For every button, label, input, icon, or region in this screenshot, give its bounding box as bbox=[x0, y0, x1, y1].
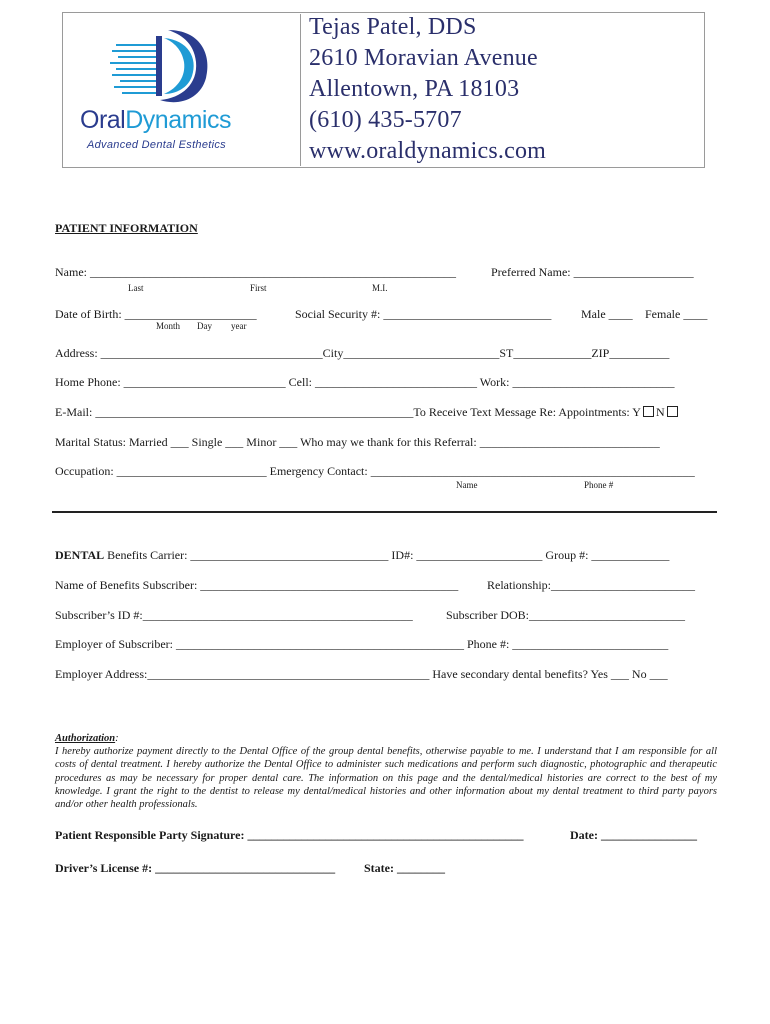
name-field[interactable]: Name: _____________________________________________________________ bbox=[55, 265, 456, 279]
dental-carrier-field[interactable] bbox=[55, 548, 669, 563]
logo-tagline: Advanced Dental Esthetics bbox=[87, 139, 226, 151]
authorization-text: I hereby authorize payment directly to the Dental Office of the group dental benefits, otherwise payable to me. I understand that I am responsible for all costs of dental treatment. I hereby authorize the Dental Office to administer such medications and perform such diagnostic, photographic and therapeutic procedures as may be necessary for proper dental care. The information on this page and the dental/medical histories are correct to the best of my knowledge. I grant the right to the dentist to release my dental/medical histories and other information about my dental treatment to third party payors and/or other health professionals. bbox=[55, 746, 717, 811]
emergency-name-label: Name bbox=[456, 480, 478, 490]
state-field[interactable]: State: ________ bbox=[364, 861, 445, 875]
text-no-checkbox[interactable] bbox=[667, 406, 678, 417]
dental-label: DENTAL bbox=[55, 548, 105, 562]
drivers-license-field[interactable]: Driver’s License #: ______________________________ bbox=[55, 861, 336, 875]
subscriber-id-field[interactable]: Subscriber’s ID #:_____________________________________________ bbox=[55, 608, 413, 622]
dob-year-label: year bbox=[231, 321, 247, 331]
dental-carrier-line: Benefits Carrier: _________________________________ ID#: _____________________ Group #: _____________ bbox=[104, 548, 670, 562]
phones-field[interactable]: Home Phone: ___________________________ Cell: ___________________________ Work: ___________________________ bbox=[55, 375, 675, 389]
occupation-field[interactable]: Occupation: _________________________ Emergency Contact: ______________________________________________________ bbox=[55, 464, 695, 478]
preferred-name-field[interactable]: Preferred Name: ____________________ bbox=[491, 265, 694, 279]
dob-day-label: Day bbox=[197, 321, 212, 331]
signature-field[interactable]: Patient Responsible Party Signature: ______________________________________________ bbox=[55, 828, 524, 842]
authorization-title-colon: : bbox=[115, 733, 119, 744]
oral-dynamics-logo-icon bbox=[108, 24, 218, 108]
dob-month-label: Month bbox=[156, 321, 181, 331]
city-state-zip: Allentown, PA 18103 bbox=[309, 76, 520, 102]
dob-field[interactable]: Date of Birth: ______________________ bbox=[55, 307, 257, 321]
phone-number: (610) 435-5707 bbox=[309, 107, 462, 133]
logo-word-oral: Oral bbox=[80, 106, 126, 134]
name-mi-label: M.I. bbox=[372, 283, 388, 293]
subscriber-dob-field[interactable]: Subscriber DOB:__________________________ bbox=[446, 608, 685, 622]
marital-status-field[interactable]: Marital Status: Married ___ Single ___ Minor ___ Who may we thank for this Referral: ______________________________ bbox=[55, 435, 660, 449]
text-yes-checkbox[interactable] bbox=[643, 406, 654, 417]
authorization-title: Authorization bbox=[55, 733, 116, 744]
logo-wordmark bbox=[80, 106, 231, 135]
logo-word-dynamics: Dynamics bbox=[125, 106, 231, 134]
name-first-label: First bbox=[250, 283, 267, 293]
male-option[interactable]: Male ____ bbox=[581, 307, 633, 321]
relationship-field[interactable]: Relationship:________________________ bbox=[487, 578, 695, 592]
emergency-phone-label: Phone # bbox=[584, 480, 614, 490]
website-url[interactable]: www.oraldynamics.com bbox=[309, 138, 547, 164]
section-divider bbox=[52, 511, 717, 513]
ssn-field[interactable]: Social Security #: ____________________________ bbox=[295, 307, 552, 321]
email-line: E-Mail: _____________________________________________________To Receive Text Message Re: Appointments: Y bbox=[55, 405, 641, 419]
employer-address-field[interactable]: Employer Address:_______________________________________________ Have secondary dental benefits? Yes ___ No ___ bbox=[55, 667, 668, 681]
doctor-name: Tejas Patel, DDS bbox=[309, 14, 477, 40]
authorization-block bbox=[55, 732, 717, 811]
address-field[interactable]: Address: _____________________________________City__________________________ST_____________ZIP__________ bbox=[55, 346, 670, 360]
employer-field[interactable]: Employer of Subscriber: ________________________________________________ Phone #: __________________________ bbox=[55, 637, 669, 651]
text-no-label: N bbox=[655, 405, 665, 419]
female-option[interactable]: Female ____ bbox=[645, 307, 708, 321]
date-field[interactable]: Date: ________________ bbox=[570, 828, 697, 842]
email-field[interactable] bbox=[55, 405, 680, 420]
patient-information-title: PATIENT INFORMATION bbox=[55, 221, 198, 235]
name-last-label: Last bbox=[128, 283, 144, 293]
header-divider bbox=[300, 14, 301, 166]
street-address: 2610 Moravian Avenue bbox=[309, 45, 538, 71]
subscriber-name-field[interactable]: Name of Benefits Subscriber: ___________________________________________ bbox=[55, 578, 459, 592]
